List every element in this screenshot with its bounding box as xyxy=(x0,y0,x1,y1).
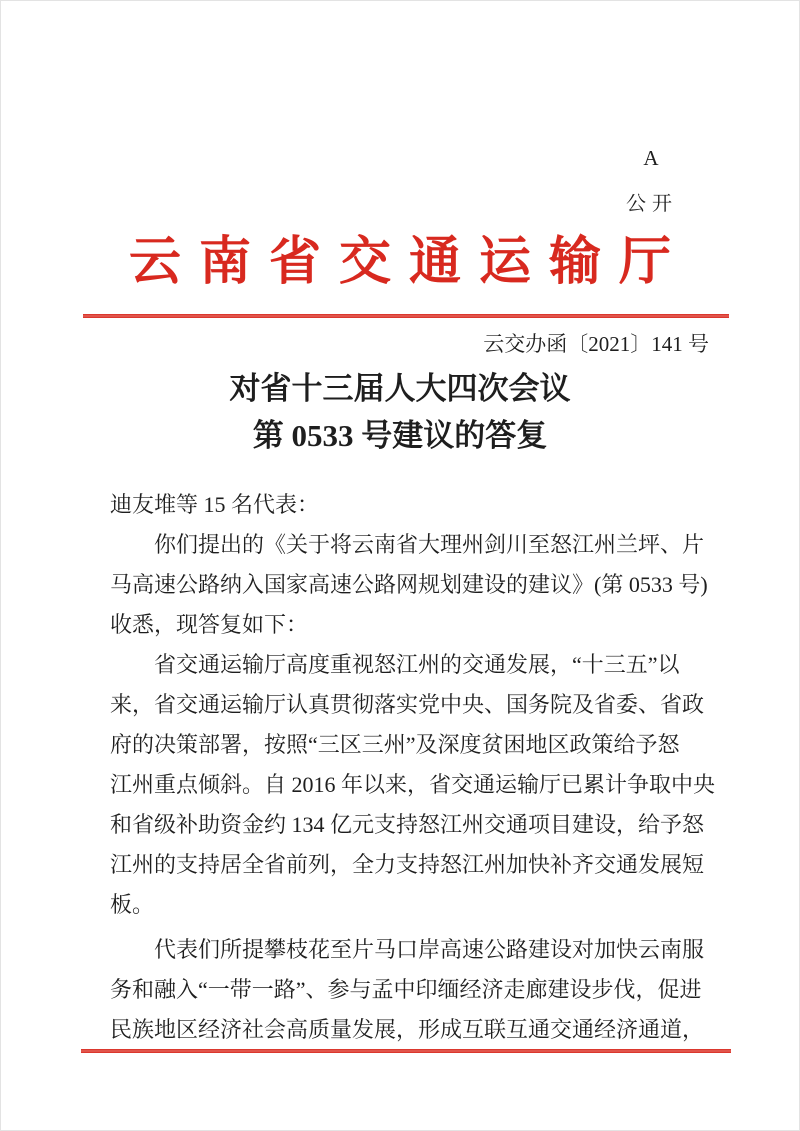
body-line: 和省级补助资金约 134 亿元支持怒江州交通项目建设，给予怒 xyxy=(110,812,705,837)
body-line: 收悉，现答复如下： xyxy=(110,612,309,637)
document-reference-number: 云交办函〔2021〕141 号 xyxy=(483,332,709,356)
body-line: 省交通运输厅高度重视怒江州的交通发展，“十三五”以 xyxy=(154,652,680,677)
body-line: 代表们所提攀枝花至片马口岸高速公路建设对加快云南服 xyxy=(154,937,705,962)
agency-letterhead-title: 云南省交通运输厅 xyxy=(128,234,689,291)
footer-divider-line xyxy=(81,1049,731,1053)
body-line: 马高速公路纳入国家高速公路网规划建设的建议》(第 0533 号) xyxy=(110,572,708,597)
paragraph-1 xyxy=(110,525,714,645)
body-line: 府的决策部署，按照“三区三州”及深度贫困地区政策给予怒 xyxy=(110,732,680,757)
body-line: 江州重点倾斜。自 2016 年以来，省交通运输厅已累计争取中央 xyxy=(110,772,716,797)
paragraph-3 xyxy=(110,930,714,1050)
publicity-mark: 公开 xyxy=(626,193,678,215)
grade-mark: A xyxy=(643,146,659,170)
body-line: 你们提出的《关于将云南省大理州剑川至怒江州兰坪、片 xyxy=(154,532,705,557)
document-title xyxy=(1,365,799,459)
body-line: 民族地区经济社会高质量发展，形成互联互通交通经济通道， xyxy=(110,1017,705,1042)
body-line: 来，省交通运输厅认真贯彻落实党中央、国务院及省委、省政 xyxy=(110,692,705,717)
document-body xyxy=(110,485,714,1050)
body-line: 务和融入“一带一路”、参与孟中印缅经济走廊建设步伐，促进 xyxy=(110,977,702,1002)
body-line: 板。 xyxy=(110,892,155,917)
salutation-line: 迪友堆等 15 名代表： xyxy=(110,492,320,517)
body-line: 江州的支持居全省前列，全力支持怒江州加快补齐交通发展短 xyxy=(110,852,705,877)
letterhead-divider-line xyxy=(83,314,729,318)
document-title-line-1: 对省十三届人大四次会议 xyxy=(229,371,571,406)
document-title-line-2: 第 0533 号建议的答复 xyxy=(252,418,548,453)
paragraph-2 xyxy=(110,645,714,925)
